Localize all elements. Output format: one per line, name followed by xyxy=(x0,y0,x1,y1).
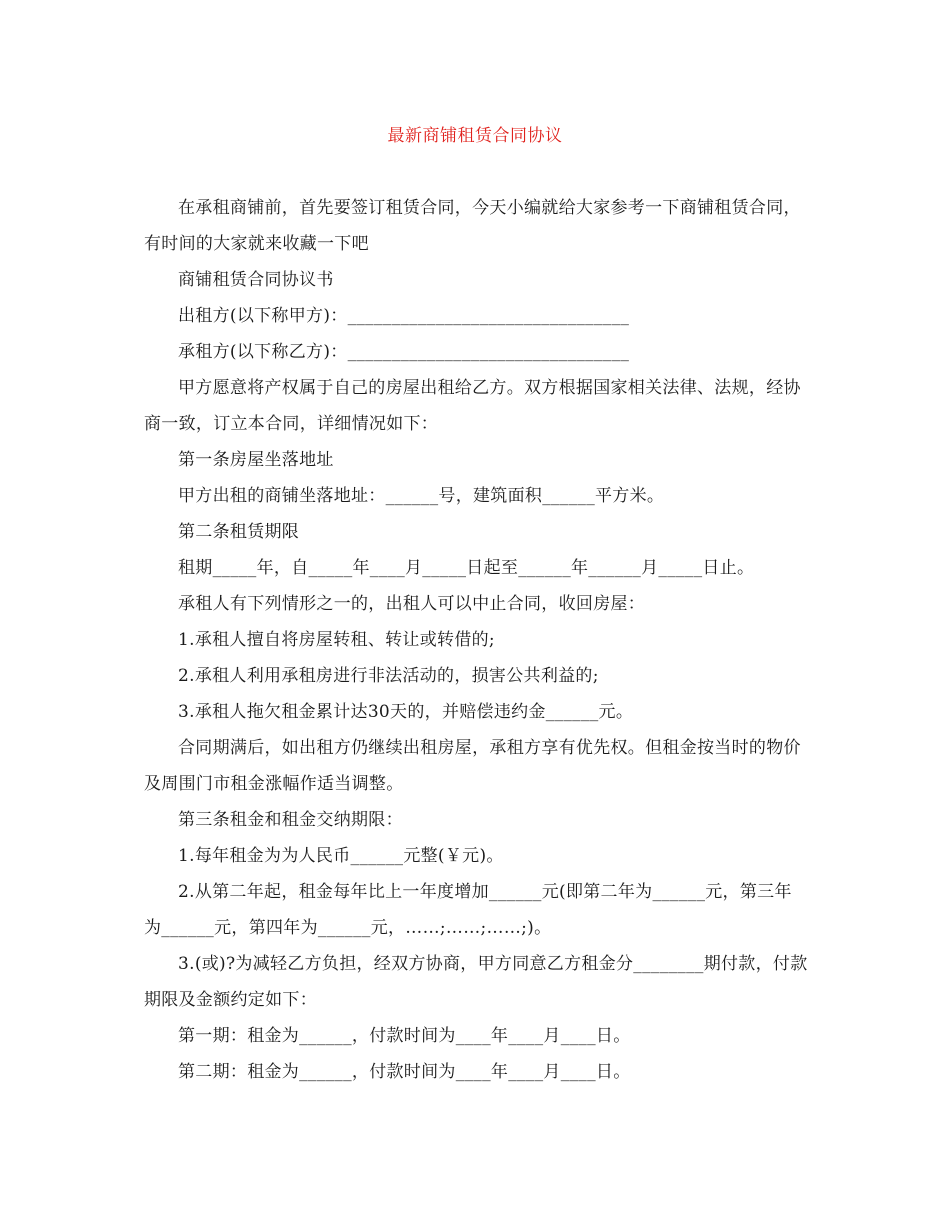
paragraph-intro: 在承租商铺前，首先要签订租赁合同，今天小编就给大家参考一下商铺租赁合同，有时间的大家就来收藏一下吧 xyxy=(144,198,801,254)
document-body xyxy=(144,190,808,1090)
paragraph-termination-conditions: 承租人有下列情形之一的，出租人可以中止合同，收回房屋： xyxy=(178,594,646,614)
paragraph-renewal: 合同期满后，如出租方仍继续出租房屋，承租方享有优先权。但租金按当时的物价及周围门市租金涨幅作适当调整。 xyxy=(144,738,801,794)
paragraph-condition-2: 2.承租人利用承租房进行非法活动的，损害公共利益的; xyxy=(178,666,599,686)
paragraph-article-2-heading: 第二条租赁期限 xyxy=(178,522,300,542)
document-title: 最新商铺租赁合同协议 xyxy=(387,126,563,146)
paragraph-installment-2: 第二期：租金为______，付款时间为____年____月____日。 xyxy=(178,1062,631,1082)
paragraph-preamble: 甲方愿意将产权属于自己的房屋出租给乙方。双方根据国家相关法律、法规，经协商一致，订立本合同，详细情况如下： xyxy=(144,378,801,434)
paragraph-rent-2: 2.从第二年起，租金每年比上一年度增加______元(即第二年为______元，第三年为______元，第四年为______元，……;……;……;)。 xyxy=(144,882,792,938)
paragraph-rent-1: 1.每年租金为为人民币______元整(￥元)。 xyxy=(178,846,504,866)
paragraph-installment-1: 第一期：租金为______，付款时间为____年____月____日。 xyxy=(178,1026,631,1046)
paragraph-lessor: 出租方(以下称甲方)：________________________________ xyxy=(178,306,630,326)
paragraph-lease-term: 租期_____年，自_____年____月_____日起至______年______月_____日止。 xyxy=(178,558,755,578)
paragraph-lessee: 承租方(以下称乙方)：________________________________ xyxy=(178,342,630,362)
paragraph-heading-agreement: 商铺租赁合同协议书 xyxy=(178,270,334,290)
paragraph-article-1-address: 甲方出租的商铺坐落地址：______号，建筑面积______平方米。 xyxy=(178,486,665,506)
paragraph-article-1-heading: 第一条房屋坐落地址 xyxy=(178,450,334,470)
paragraph-rent-3: 3.(或)?为减轻乙方负担，经双方协商，甲方同意乙方租金分________期付款，付款期限及金额约定如下： xyxy=(144,954,808,1010)
paragraph-condition-1: 1.承租人擅自将房屋转租、转让或转借的; xyxy=(178,630,495,650)
paragraph-article-3-heading: 第三条租金和租金交纳期限： xyxy=(178,810,403,830)
paragraph-condition-3: 3.承租人拖欠租金累计达30天的，并赔偿违约金______元。 xyxy=(178,702,634,722)
